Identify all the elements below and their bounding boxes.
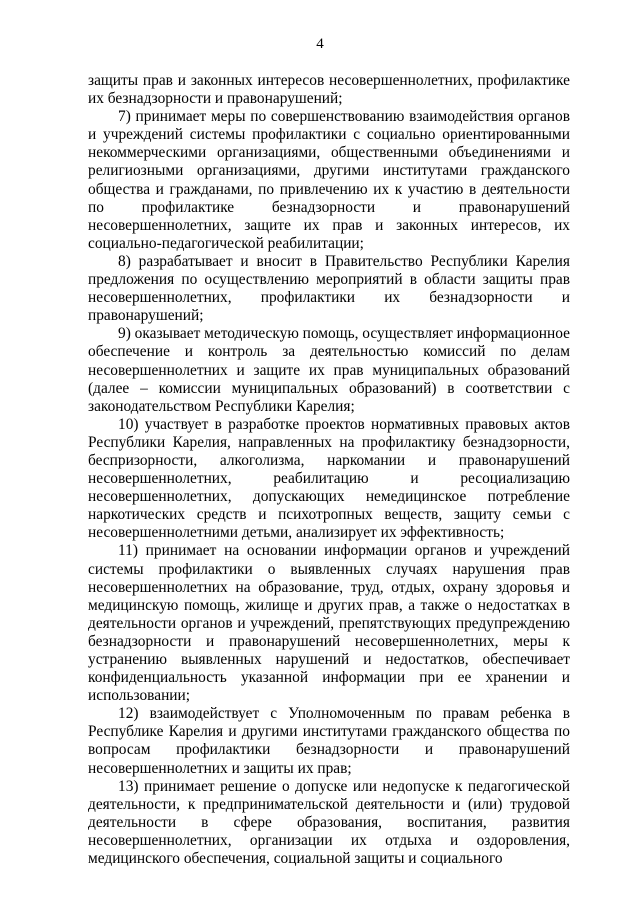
paragraph-item-7: 7) принимает меры по совершенствованию взаимодействия органов и учреждений системы профилактики с социально ориентированными некоммерческими организациями, общественными объединениями и религиозными организациями, другими институтами гражданского общества и гражданами, по привлечению их к участию в деятельности по профилактике безнадзорности и правонарушений несовершеннолетних, защите их прав и законных интересов, их социально-педагогической реабилитации; <box>88 108 570 252</box>
paragraph: защиты прав и законных интересов несовершеннолетних, профилактике их безнадзорности и правонарушений; <box>88 72 570 108</box>
document-body <box>88 72 570 868</box>
paragraph-item-9: 9) оказывает методическую помощь, осуществляет информационное обеспечение и контроль за деятельностью комиссий по делам несовершеннолетних и защите их прав муниципальных образований (далее – комиссии муниципальных образований) в соответствии с законодательством Республики Карелия; <box>88 325 570 415</box>
paragraph-item-10: 10) участвует в разработке проектов нормативных правовых актов Республики Карелия, направленных на профилактику безнадзорности, беспризорности, алкоголизма, наркомании и правонарушений несовершеннолетних, реабилитацию и ресоциализацию несовершеннолетних, допускающих немедицинское потребление наркотических средств и психотропных веществ, защиту семьи с несовершеннолетними детьми, анализирует их эффективность; <box>88 415 570 542</box>
paragraph-item-13: 13) принимает решение о допуске или недопуске к педагогической деятельности, к предпринимательской деятельности и (или) трудовой деятельности в сфере образования, воспитания, развития несовершеннолетних, организации их отдыха и оздоровления, медицинского обеспечения, социальной защиты и социального <box>88 777 570 868</box>
paragraph-item-12: 12) взаимодействует с Уполномоченным по правам ребенка в Республике Карелия и другими институтами гражданского общества по вопросам профилактики безнадзорности и правонарушений несовершеннолетних и защиты их прав; <box>88 705 570 777</box>
paragraph-item-8: 8) разрабатывает и вносит в Правительство Республики Карелия предложения по осуществлению мероприятий в области защиты прав несовершеннолетних, профилактики их безнадзорности и правонарушений; <box>88 252 570 325</box>
paragraph-item-11: 11) принимает на основании информации органов и учреждений системы профилактики о выявленных случаях нарушения прав несовершеннолетних на образование, труд, отдых, охрану здоровья и медицинскую помощь, жилище и других прав, а также о недостатках в деятельности органов и учреждений, препятствующих предупреждению безнадзорности и правонарушений несовершеннолетних, меры к устранению выявленных нарушений и недостатков, обеспечивает конфиденциальность указанной информации при ее хранении и использовании; <box>88 542 570 705</box>
page-number: 4 <box>316 36 324 52</box>
